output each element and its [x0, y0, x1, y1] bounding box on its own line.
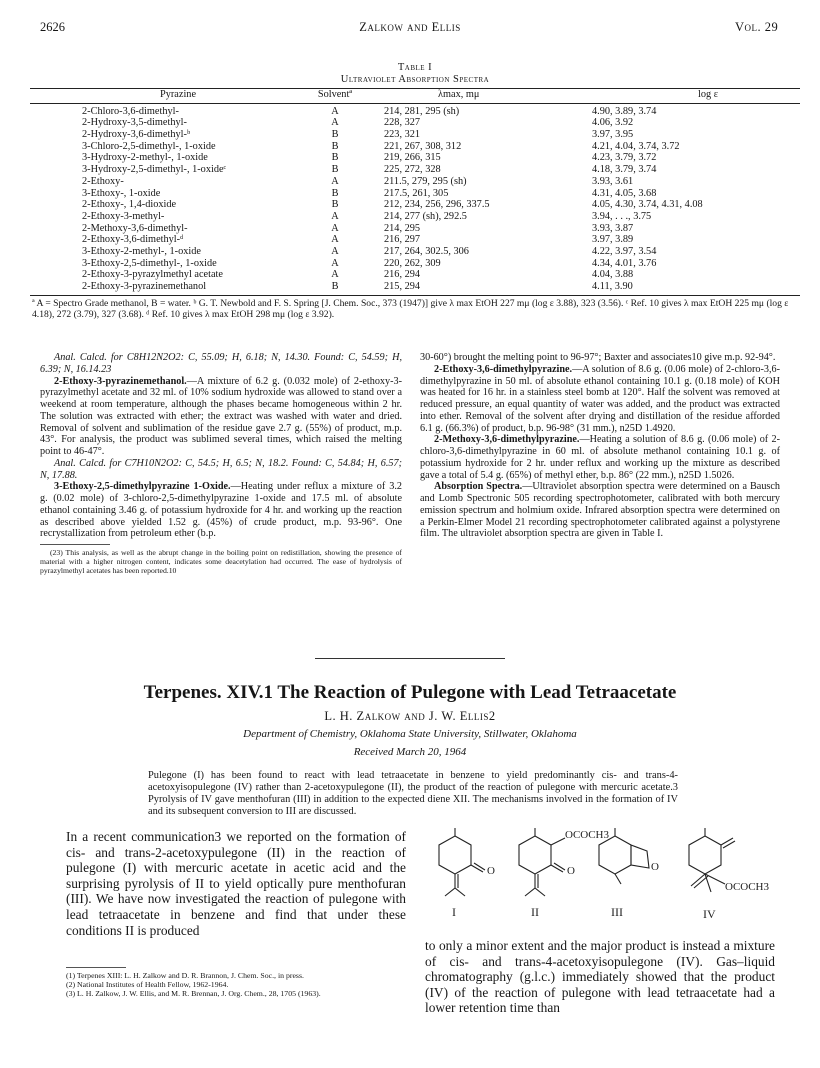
table-row	[30, 164, 800, 176]
table-row	[30, 129, 800, 141]
table-cell: 4.90, 3.89, 3.74	[592, 105, 657, 117]
table-cell: 216, 297	[384, 234, 421, 246]
structure-label: IV	[703, 907, 716, 921]
col-header: λmax, mμ	[438, 89, 480, 100]
table-cell: A	[331, 245, 339, 257]
col-header: Pyrazine	[160, 89, 197, 100]
table-cell: 214, 281, 295 (sh)	[384, 105, 460, 117]
table-cell: 215, 294	[384, 281, 421, 292]
table-cell: 4.23, 3.79, 3.72	[592, 152, 657, 164]
structure-label: II	[531, 905, 539, 919]
volume: Vol. 29	[735, 20, 779, 34]
table-cell: B	[331, 199, 339, 211]
paragraph: Anal. Calcd. for C7H10N2O2: C, 54.5; H, 6.5; N, 18.2. Found: C, 54.84; H, 6.57; N, 17.88.	[40, 457, 402, 481]
table-cell: A	[331, 234, 339, 246]
paragraph-text: —A solution of 8.6 g. (0.06 mole) of 2-chloro-3,6-dimethylpyrazine in 50 ml. of absolute ethanol containing 10.1 g. (0.18 mole) of KOH was heated for 16 hr. in a stainless steel bomb at 120°. Half the solvent was removed at reduced pressure, an equal quantity of water was added, and the product was extracted into ether. Removal of the solvent after drying and distillation of the residue afforded 6.1 g. (66.3%) of product, b.p. 96-98° (31 mm.), n25D 1.4920.	[420, 363, 780, 434]
table-cell: 3.93, 3.87	[592, 222, 634, 234]
paragraph: 30-60°) brought the melting point to 96-97°; Baxter and associates10 give m.p. 92-94°.	[420, 352, 776, 363]
table-cell: 3.93, 3.61	[592, 175, 634, 187]
page-number: 2626	[40, 20, 65, 34]
running-head: Zalkow and Ellis	[359, 20, 461, 34]
table-cell: B	[331, 164, 339, 176]
structure-label: I	[452, 905, 456, 919]
col-header: log ε	[698, 89, 719, 100]
table-cell: 225, 272, 328	[384, 164, 441, 176]
table-cell: 4.21, 4.04, 3.74, 3.72	[592, 140, 680, 152]
footnote: (23) This analysis, as well as the abrupt change in the boiling point on redistillation, showing the presence of material with a higher nitrogen content, indicates some deacetylation had occurred. The ease of hydrolysis of pyrazylmethyl acetates has been reported.10	[40, 548, 402, 576]
table-header-row	[30, 89, 800, 101]
table-cell: 3.97, 3.95	[592, 129, 634, 141]
table-cell: 4.22, 3.97, 3.54	[592, 245, 657, 257]
table-cell: 2-Ethoxy-3,6-dimethyl-ᵈ	[82, 234, 184, 246]
footnote: (3) L. H. Zalkow, J. W. Ellis, and M. R. Brennan, J. Org. Chem., 28, 1705 (1963).	[66, 989, 321, 999]
table-cell: 3-Chloro-2,5-dimethyl-, 1-oxide	[82, 140, 216, 152]
ring-icon	[689, 836, 721, 874]
paragraph	[420, 434, 780, 481]
paragraph	[40, 376, 402, 458]
table-title: Table I	[397, 62, 433, 73]
table-cell: 2-Ethoxy-	[82, 175, 124, 187]
table-cell: 4.11, 3.90	[592, 281, 633, 292]
table-cell: 223, 321	[384, 129, 421, 141]
article-divider	[315, 658, 505, 659]
table-cell: 228, 327	[384, 117, 421, 129]
table-cell: B	[331, 187, 339, 199]
table-cell: 4.18, 3.79, 3.74	[592, 164, 657, 176]
table-cell: 217, 264, 302.5, 306	[384, 245, 469, 257]
section-heading: 2-Ethoxy-3,6-dimethylpyrazine.	[434, 363, 573, 375]
table-cell: 220, 262, 309	[384, 257, 441, 269]
structure-group: OCOCH3	[725, 881, 770, 893]
table-cell: 2-Methoxy-3,6-dimethyl-	[82, 222, 188, 234]
paragraph	[40, 481, 402, 540]
article-authors: L. H. Zalkow and J. W. Ellis2	[324, 709, 496, 723]
table-cell: 2-Hydroxy-3,6-dimethyl-ᵇ	[82, 129, 191, 141]
right-column	[420, 352, 780, 540]
table-row	[30, 269, 800, 281]
table-cell: 4.31, 4.05, 3.68	[592, 187, 657, 199]
ring-icon	[519, 836, 551, 874]
table-cell: A	[331, 210, 339, 222]
intro-text: In a recent communication3 we reported on the formation of cis- and trans-2-acetoxypulegone (II) in the reaction of pulegone (I) with mercuric acetate in acetic acid and the surprising pyrolysis of II to yield optically pure menthofuran (III). We have now investigated the reaction of pulegone with lead tetraacetate in benzene and find that under these conditions II is produced	[66, 829, 406, 938]
table-row	[30, 199, 800, 211]
table-cell: 2-Ethoxy-3-pyrazylmethyl acetate	[82, 269, 223, 281]
section-heading: 2-Methoxy-3,6-dimethylpyrazine.	[434, 434, 580, 446]
table-cell: B	[331, 152, 339, 164]
table-row	[30, 223, 800, 235]
left-column	[40, 352, 402, 576]
chemical-structures	[425, 826, 775, 936]
table-cell: A	[331, 105, 339, 117]
ring-icon	[439, 836, 471, 874]
table-cell: A	[331, 175, 339, 187]
table-subtitle: Ultraviolet Absorption Spectra	[340, 74, 490, 85]
table-row	[30, 117, 800, 129]
structure-group: O	[651, 861, 659, 873]
table-cell: 2-Hydroxy-3,5-dimethyl-	[82, 117, 187, 129]
paragraph: Anal. Calcd. for C8H12N2O2: C, 55.09; H, 6.18; N, 14.30. Found: C, 54.59; H, 6.39; N, 16.14.23	[40, 352, 402, 375]
table-cell: 2-Ethoxy-3-methyl-	[82, 210, 165, 222]
table-cell: 216, 294	[384, 269, 421, 281]
ring-icon	[599, 836, 631, 874]
article-received: Received March 20, 1964	[353, 746, 467, 758]
table-cell: 219, 266, 315	[384, 152, 441, 164]
table-cell: 3-Ethoxy-2-methyl-, 1-oxide	[82, 245, 201, 257]
paragraph	[420, 481, 780, 540]
table-row	[30, 281, 800, 293]
table-cell: 212, 234, 256, 296, 337.5	[384, 199, 490, 211]
table-cell: B	[331, 129, 339, 141]
table-cell: B	[331, 140, 339, 152]
structure-group: O	[487, 865, 495, 877]
table-cell: 4.04, 3.88	[592, 269, 634, 281]
table-cell: 3.97, 3.89	[592, 234, 634, 246]
table-cell: A	[331, 257, 339, 269]
intro-continued: to only a minor extent and the major product is instead a mixture of cis- and trans-4-acetoxyisopulegone (IV). Gas–liquid chromatography (g.l.c.) immediately showed that the product (IV) of the reaction of pulegone with lead tetraacetate had a lower retention time than	[425, 938, 775, 1016]
article-affiliation: Department of Chemistry, Oklahoma State University, Stillwater, Oklahoma	[243, 728, 577, 740]
table-cell: 211.5, 279, 295 (sh)	[384, 175, 467, 187]
table-cell: 217.5, 261, 305	[384, 187, 449, 199]
article-title: Terpenes. XIV.1 The Reaction of Pulegone with Lead Tetraacetate	[143, 682, 677, 703]
table-row	[30, 258, 800, 270]
table-cell: B	[331, 281, 339, 292]
table-cell: 2-Chloro-3,6-dimethyl-	[82, 105, 179, 117]
abstract: Pulegone (I) has been found to react with lead tetraacetate in benzene to yield predominantly cis- and trans-4-acetoxyisopulegone (IV) rather than 2-acetoxypulegone (II), the product of the reaction of pulegone with mercuric acetate.3 Pyrolysis of IV gave menthofuran (III) in addition to the expected diene XII. The mechanisms involved in the formation of IV and its subsequent conversion to III are discussed.	[148, 770, 678, 817]
col-header: Solventª	[317, 89, 353, 100]
table-cell: 2-Ethoxy-, 1,4-dioxide	[82, 199, 177, 211]
table-row	[30, 106, 800, 118]
section-heading: 3-Ethoxy-2,5-dimethylpyrazine 1-Oxide.	[54, 481, 231, 493]
structure-group: O	[567, 865, 575, 877]
table-row	[30, 141, 800, 153]
table-cell: 4.06, 3.92	[592, 117, 634, 129]
table-row	[30, 246, 800, 258]
paragraph-text: —A mixture of 6.2 g. (0.032 mole) of 2-ethoxy-3-pyrazylmethyl acetate and 32 ml. of 10% sodium hydroxide was allowed to stand over a weekend at room temperature, although the phases became homogeneous within 2 hr. The solution was extracted with ether; the extract was washed with water and dried. Removal of solvent and sublimation of the residue gave 2.7 g. (55%) of product, m.p. 43°. For analysis, the product was sublimed several times, which raised the melting point to 46-47°.	[40, 375, 402, 457]
footnote: (2) National Institutes of Health Fellow, 1962-1964.	[66, 980, 229, 990]
table-cell: 2-Ethoxy-3-pyrazinemethanol	[82, 281, 207, 292]
table-cell: 221, 267, 308, 312	[384, 140, 462, 152]
paragraph-text: —Heating under reflux a mixture of 3.2 g. (0.02 mole) of 3-chloro-2,5-dimethylpyrazine 1-oxide and 17.5 ml. of absolute ethanol containing 3.46 g. of potassium hydroxide for 4 hr. and working up the reaction as described above yielded 1.52 g. (45%) of crude product, m.p. 93-96°. One recrystallization from petroleum ether (b.p.	[40, 481, 402, 540]
table-row	[30, 234, 800, 246]
table-cell: 3-Ethoxy-2,5-dimethyl-, 1-oxide	[82, 257, 217, 269]
section-heading: 2-Ethoxy-3-pyrazinemethanol.	[54, 375, 187, 387]
table-body	[30, 106, 800, 293]
table-cell: 214, 277 (sh), 292.5	[384, 210, 467, 222]
table-cell: A	[331, 269, 339, 281]
table-footnote: ª A = Spectro Grade methanol, B = water. ᵇ G. T. Newbold and F. S. Spring [J. Chem. Soc., 373 (1947)] give λ max EtOH 227 mμ (log ε 3.88), 323 (3.56). ᶜ Ref. 10 gives λ max EtOH 225 mμ (log ε 4.18), 272 (3.79), 327 (3.68). ᵈ Ref. 10 gives λ max EtOH 298 mμ (log ε 3.92).	[32, 297, 789, 321]
structure-group: OCOCH3	[565, 829, 610, 841]
table-cell: A	[331, 222, 339, 234]
table-row	[30, 188, 800, 200]
table-cell: A	[331, 117, 339, 129]
paragraph-text: —Heating a solution of 8.6 g. (0.06 mole) of 2-chloro-3,6-dimethylpyrazine in 60 ml. of absolute methanol containing 10.1 g. of potassium hydroxide for 2 hr. under reflux and working up the mixture as described gave a total of 5.4 g. (65%) of methyl ether, b.p. 86° (22 mm.), n25D 1.5026.	[420, 434, 780, 481]
table-cell: 214, 295	[384, 222, 421, 234]
structures-drawing	[425, 826, 775, 936]
paragraph	[420, 364, 780, 435]
section-heading: Absorption Spectra.	[434, 481, 523, 493]
table-cell: 4.34, 4.01, 3.76	[592, 257, 657, 269]
table-cell: 4.05, 4.30, 3.74, 4.31, 4.08	[592, 199, 703, 211]
table-cell: 3-Hydroxy-2-methyl-, 1-oxide	[82, 152, 208, 164]
table-cell: 3.94, . . ., 3.75	[592, 210, 652, 222]
footnote: (1) Terpenes XIII: L. H. Zalkow and D. R. Brannon, J. Chem. Soc., in press.	[66, 971, 304, 980]
article-footnotes	[66, 967, 406, 999]
paragraph-text: —Ultraviolet absorption spectra were determined on a Bausch and Lomb Spectronic 505 recording spectrophotometer, calibrated with both mercury emission spectrum and holmium oxide. Infrared absorption spectra were determined on a Perkin-Elmer Model 21 recording spectrophotometer calibrated against a polystyrene film. The ultraviolet absorption spectra are given in Table I.	[420, 481, 780, 540]
table-row	[30, 152, 800, 164]
table-cell: 3-Hydroxy-2,5-dimethyl-, 1-oxideᶜ	[82, 164, 227, 176]
uv-table	[30, 62, 800, 321]
table-cell: 3-Ethoxy-, 1-oxide	[82, 187, 161, 199]
table-row	[30, 211, 800, 223]
structure-label: III	[611, 905, 623, 919]
table-row	[30, 176, 800, 188]
